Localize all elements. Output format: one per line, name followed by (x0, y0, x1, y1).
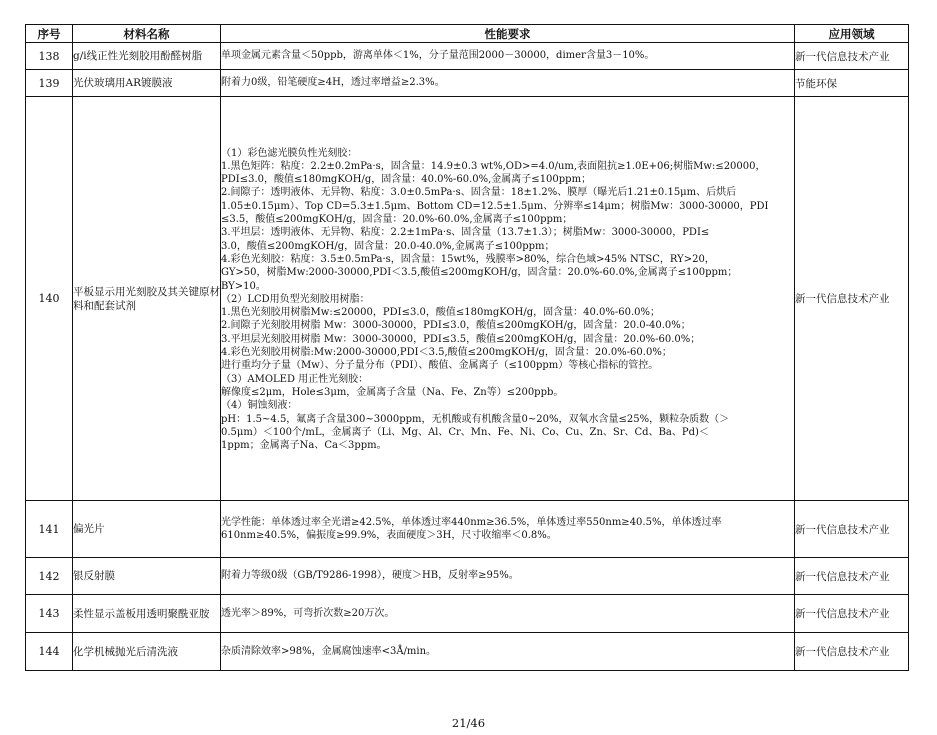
row-no: 144 (26, 633, 73, 671)
table-row (26, 97, 909, 501)
row-application-field: 新一代信息技术产业 (795, 595, 909, 633)
header-requirements: 性能要求 (221, 25, 795, 43)
requirement-line: 单项金属元素含量＜50ppb，游离单体＜1%，分子量范围2000－30000，dimer含量3－10%。 (221, 50, 655, 62)
row-no: 139 (26, 70, 73, 97)
row-material-name: 化学机械抛光后清洗液 (73, 633, 221, 671)
header-application-field: 应用领域 (795, 25, 909, 43)
requirement-line: （3）AMOLED 用正性光刻胶： (221, 373, 369, 385)
requirement-line: （2）LCD用负型光刻胶用树脂： (221, 293, 370, 305)
requirement-line: 0.5μm）＜100个/mL，金属离子（Li、Mg、Al、Cr、Mn、Fe、Ni、Co、Cu、Zn、Sr、Cd、Ba、Pd)＜ (221, 426, 709, 438)
row-no: 142 (26, 558, 73, 595)
row-material-name: g/i线正性光刻胶用酚醛树脂 (73, 43, 221, 70)
row-application-field: 新一代信息技术产业 (795, 633, 909, 671)
row-material-name: 银反射膜 (73, 558, 221, 595)
row-requirements (221, 97, 795, 501)
row-application-field: 新一代信息技术产业 (795, 43, 909, 70)
table-header-row (26, 25, 909, 43)
header-no: 序号 (26, 25, 73, 43)
requirement-line: 1ppm；金属离子Na、Ca＜3ppm。 (221, 440, 387, 452)
requirement-line: PDI≤3.0，酸值≤180mgKOH/g，固含量：40.0%-60.0%,金属离子≤100ppm； (221, 174, 592, 186)
requirement-line: 1.05±0.15μm）、Top CD=5.3±1.5μm、Bottom CD=12.5±1.5μm、分辨率≤14μm；树脂Mw：3000-30000，PDI (221, 200, 769, 212)
row-application-field: 节能环保 (795, 70, 909, 97)
row-no: 138 (26, 43, 73, 70)
requirement-line: 4.彩色光刻胶：粘度：3.5±0.5mPa·s，固含量：15wt%，残膜率>80%，综合色域>45% NTSC，RY>20， (221, 253, 715, 265)
row-requirements (221, 595, 795, 633)
requirement-line: 光学性能：单体透过率全光谱≥42.5%，单体透过率440nm≥36.5%，单体透过率550nm≥40.5%，单体透过率 (221, 516, 722, 528)
requirement-line: 610nm≥40.5%，偏振度≥99.9%，表面硬度＞3H，尺寸收缩率＜0.8%。 (221, 530, 557, 541)
row-no: 141 (26, 501, 73, 558)
requirements-block (221, 145, 794, 453)
row-requirements (221, 501, 795, 558)
row-requirements (221, 43, 795, 70)
requirement-line: pH：1.5~4.5，氟离子含量300~3000ppm，无机酸或有机酸含量0~20%，双氧水含量≤25%，颗粒杂质数（＞ (221, 413, 730, 425)
requirement-line: 3.0，酸值≤200mgKOH/g，固含量：20.0-40.0%,金属离子≤100ppm； (221, 240, 555, 252)
row-application-field: 新一代信息技术产业 (795, 501, 909, 558)
table-row (26, 70, 909, 97)
table-row (26, 501, 909, 558)
requirement-line: 进行重均分子量（Mw）、分子量分布（PDI）、酸值、金属离子（≤100ppm）等核心指标的管控。 (221, 360, 659, 372)
row-material-name: 偏光片 (73, 501, 221, 558)
table-row (26, 558, 909, 595)
requirement-line: 1.黑色矩阵：粘度：2.2±0.2mPa·s，固含量：14.9±0.3 wt%,OD>=4.0/um,表面阻抗≥1.0E+06;树脂Mw:≤20000， (221, 160, 766, 172)
row-material-name: 平板显示用光刻胶及其关键原材料和配套试剂 (73, 97, 221, 501)
row-requirements (221, 558, 795, 595)
requirement-line: 2.间隙子光刻胶用树脂 Mw：3000-30000，PDI≤3.0，酸值≤200mgKOH/g，固含量：20.0-40.0%； (221, 320, 691, 332)
row-requirements (221, 633, 795, 671)
requirement-line: （1）彩色滤光膜负性光刻胶： (221, 147, 358, 159)
requirement-line: BY>10。 (221, 280, 266, 292)
row-no: 143 (26, 595, 73, 633)
requirement-line: 1.黑色光刻胶用树脂Mw:≤20000，PDI≤3.0，酸值≤180mgKOH/g，固含量：40.0%-60.0%； (221, 307, 661, 319)
page-number: 21/46 (451, 716, 486, 730)
row-material-name: 柔性显示盖板用透明聚酰亚胺 (73, 595, 221, 633)
row-no: 140 (26, 97, 73, 501)
requirement-line: ≤3.5，酸值≤200mgKOH/g，固含量：20.0%-60.0%,金属离子≤100ppm； (221, 214, 573, 226)
requirement-line: 3.平坦层：透明液体、无异物、粘度：2.2±1mPa·s、固含量（13.7±1.3）；树脂Mw：3000-30000，PDI≤ (221, 227, 710, 239)
table-row (26, 43, 909, 70)
row-application-field: 新一代信息技术产业 (795, 97, 909, 501)
row-material-name: 光伏玻璃用AR镀膜液 (73, 70, 221, 97)
table-row (26, 633, 909, 671)
requirement-line: （4）铜蚀刻液： (221, 400, 298, 412)
requirement-line: 杂质清除效率>98%，金属腐蚀速率<3Å/min。 (221, 645, 437, 657)
requirement-line: GY>50，树脂Mw:2000-30000,PDI＜3.5,酸值≤200mgKOH/g，固含量：20.0%-60.0%,金属离子≤100ppm； (221, 267, 738, 279)
requirement-line: 3.平坦层光刻胶用树脂 Mw：3000-30000，PDI≤3.5，酸值≤200mgKOH/g，固含量：20.0%-60.0%； (221, 333, 701, 345)
materials-table (25, 24, 909, 671)
requirement-line: 2.间隙子：透明液体、无异物、粘度：3.0±0.5mPa·s、固含量：18±1.2%、膜厚（曝光后1.21±0.15μm、后烘后 (221, 187, 737, 199)
requirement-line: 透光率＞89%，可弯折次数≥20万次。 (221, 607, 395, 619)
requirement-line: 4.彩色光刻胶用树脂:Mw:2000-30000,PDI＜3.5,酸值≤200mgKOH/g，固含量：20.0%-60.0%； (221, 347, 672, 359)
table-row (26, 595, 909, 633)
row-application-field: 新一代信息技术产业 (795, 558, 909, 595)
row-requirements (221, 70, 795, 97)
requirement-line: 解像度≤2μm，Hole≤3μm，金属离子含量（Na、Fe、Zn等）≤200ppb。 (221, 386, 564, 398)
requirement-line: 附着力0级，铅笔硬度≥4H，透过率增益≥2.3%。 (221, 77, 445, 89)
header-material-name: 材料名称 (73, 25, 221, 43)
requirement-line: 附着力等级0级（GB/T9286-1998），硬度＞HB，反射率≥95%。 (221, 570, 519, 582)
